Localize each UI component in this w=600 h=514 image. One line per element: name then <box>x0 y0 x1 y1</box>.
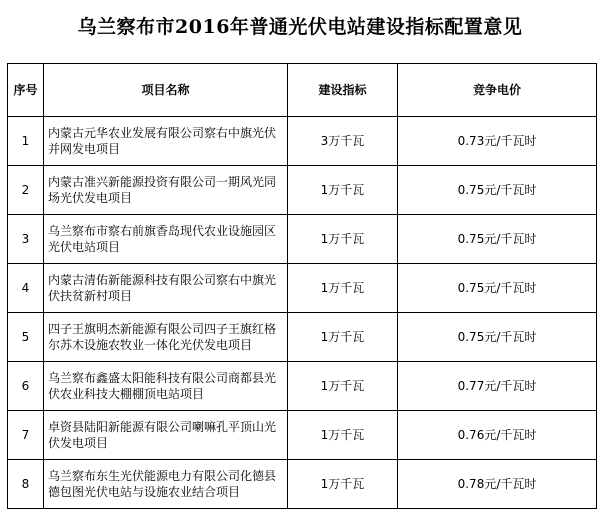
cell-serial-number: 8 <box>8 460 44 509</box>
cell-bid-price: 0.75元/千瓦时 <box>398 264 597 313</box>
cell-construction-quota: 1万千瓦 <box>288 362 398 411</box>
document-title: 乌兰察布市2016年普通光伏电站建设指标配置意见 <box>77 16 523 38</box>
cell-construction-quota: 1万千瓦 <box>288 460 398 509</box>
cell-project-name: 乌兰察布鑫盛太阳能科技有限公司商都县光伏农业科技大棚棚顶电站项目 <box>44 362 288 411</box>
cell-serial-number: 2 <box>8 166 44 215</box>
cell-project-name: 内蒙古清佑新能源科技有限公司察右中旗光伏扶贫新村项目 <box>44 264 288 313</box>
cell-construction-quota: 1万千瓦 <box>288 313 398 362</box>
cell-project-name: 内蒙古准兴新能源投资有限公司一期风光同场光伏发电项目 <box>44 166 288 215</box>
table-row <box>8 411 597 460</box>
cell-construction-quota: 1万千瓦 <box>288 166 398 215</box>
allocation-table <box>7 63 597 509</box>
cell-construction-quota: 1万千瓦 <box>288 411 398 460</box>
cell-project-name: 乌兰察布东生光伏能源电力有限公司化德县德包图光伏电站与设施农业结合项目 <box>44 460 288 509</box>
cell-bid-price: 0.73元/千瓦时 <box>398 117 597 166</box>
table-row <box>8 264 597 313</box>
cell-bid-price: 0.75元/千瓦时 <box>398 166 597 215</box>
cell-serial-number: 7 <box>8 411 44 460</box>
cell-bid-price: 0.78元/千瓦时 <box>398 460 597 509</box>
cell-serial-number: 5 <box>8 313 44 362</box>
header-project-name: 项目名称 <box>44 64 288 117</box>
cell-project-name: 卓资县陆阳新能源有限公司喇嘛孔平顶山光伏发电项目 <box>44 411 288 460</box>
cell-bid-price: 0.75元/千瓦时 <box>398 215 597 264</box>
table-row <box>8 215 597 264</box>
table-row <box>8 460 597 509</box>
cell-construction-quota: 1万千瓦 <box>288 264 398 313</box>
cell-construction-quota: 3万千瓦 <box>288 117 398 166</box>
cell-serial-number: 6 <box>8 362 44 411</box>
table-row <box>8 117 597 166</box>
table-header-row <box>8 64 597 117</box>
cell-project-name: 乌兰察布市察右前旗香岛现代农业设施园区光伏电站项目 <box>44 215 288 264</box>
cell-project-name: 四子王旗明杰新能源有限公司四子王旗红格尔苏木设施农牧业一体化光伏发电项目 <box>44 313 288 362</box>
cell-construction-quota: 1万千瓦 <box>288 215 398 264</box>
cell-bid-price: 0.75元/千瓦时 <box>398 313 597 362</box>
table-row <box>8 362 597 411</box>
cell-bid-price: 0.76元/千瓦时 <box>398 411 597 460</box>
cell-serial-number: 3 <box>8 215 44 264</box>
cell-serial-number: 4 <box>8 264 44 313</box>
header-bid-price: 竞争电价 <box>398 64 597 117</box>
cell-bid-price: 0.77元/千瓦时 <box>398 362 597 411</box>
cell-project-name: 内蒙古元华农业发展有限公司察右中旗光伏并网发电项目 <box>44 117 288 166</box>
cell-serial-number: 1 <box>8 117 44 166</box>
header-serial-number: 序号 <box>8 64 44 117</box>
table-row <box>8 313 597 362</box>
table-row <box>8 166 597 215</box>
header-construction-quota: 建设指标 <box>288 64 398 117</box>
